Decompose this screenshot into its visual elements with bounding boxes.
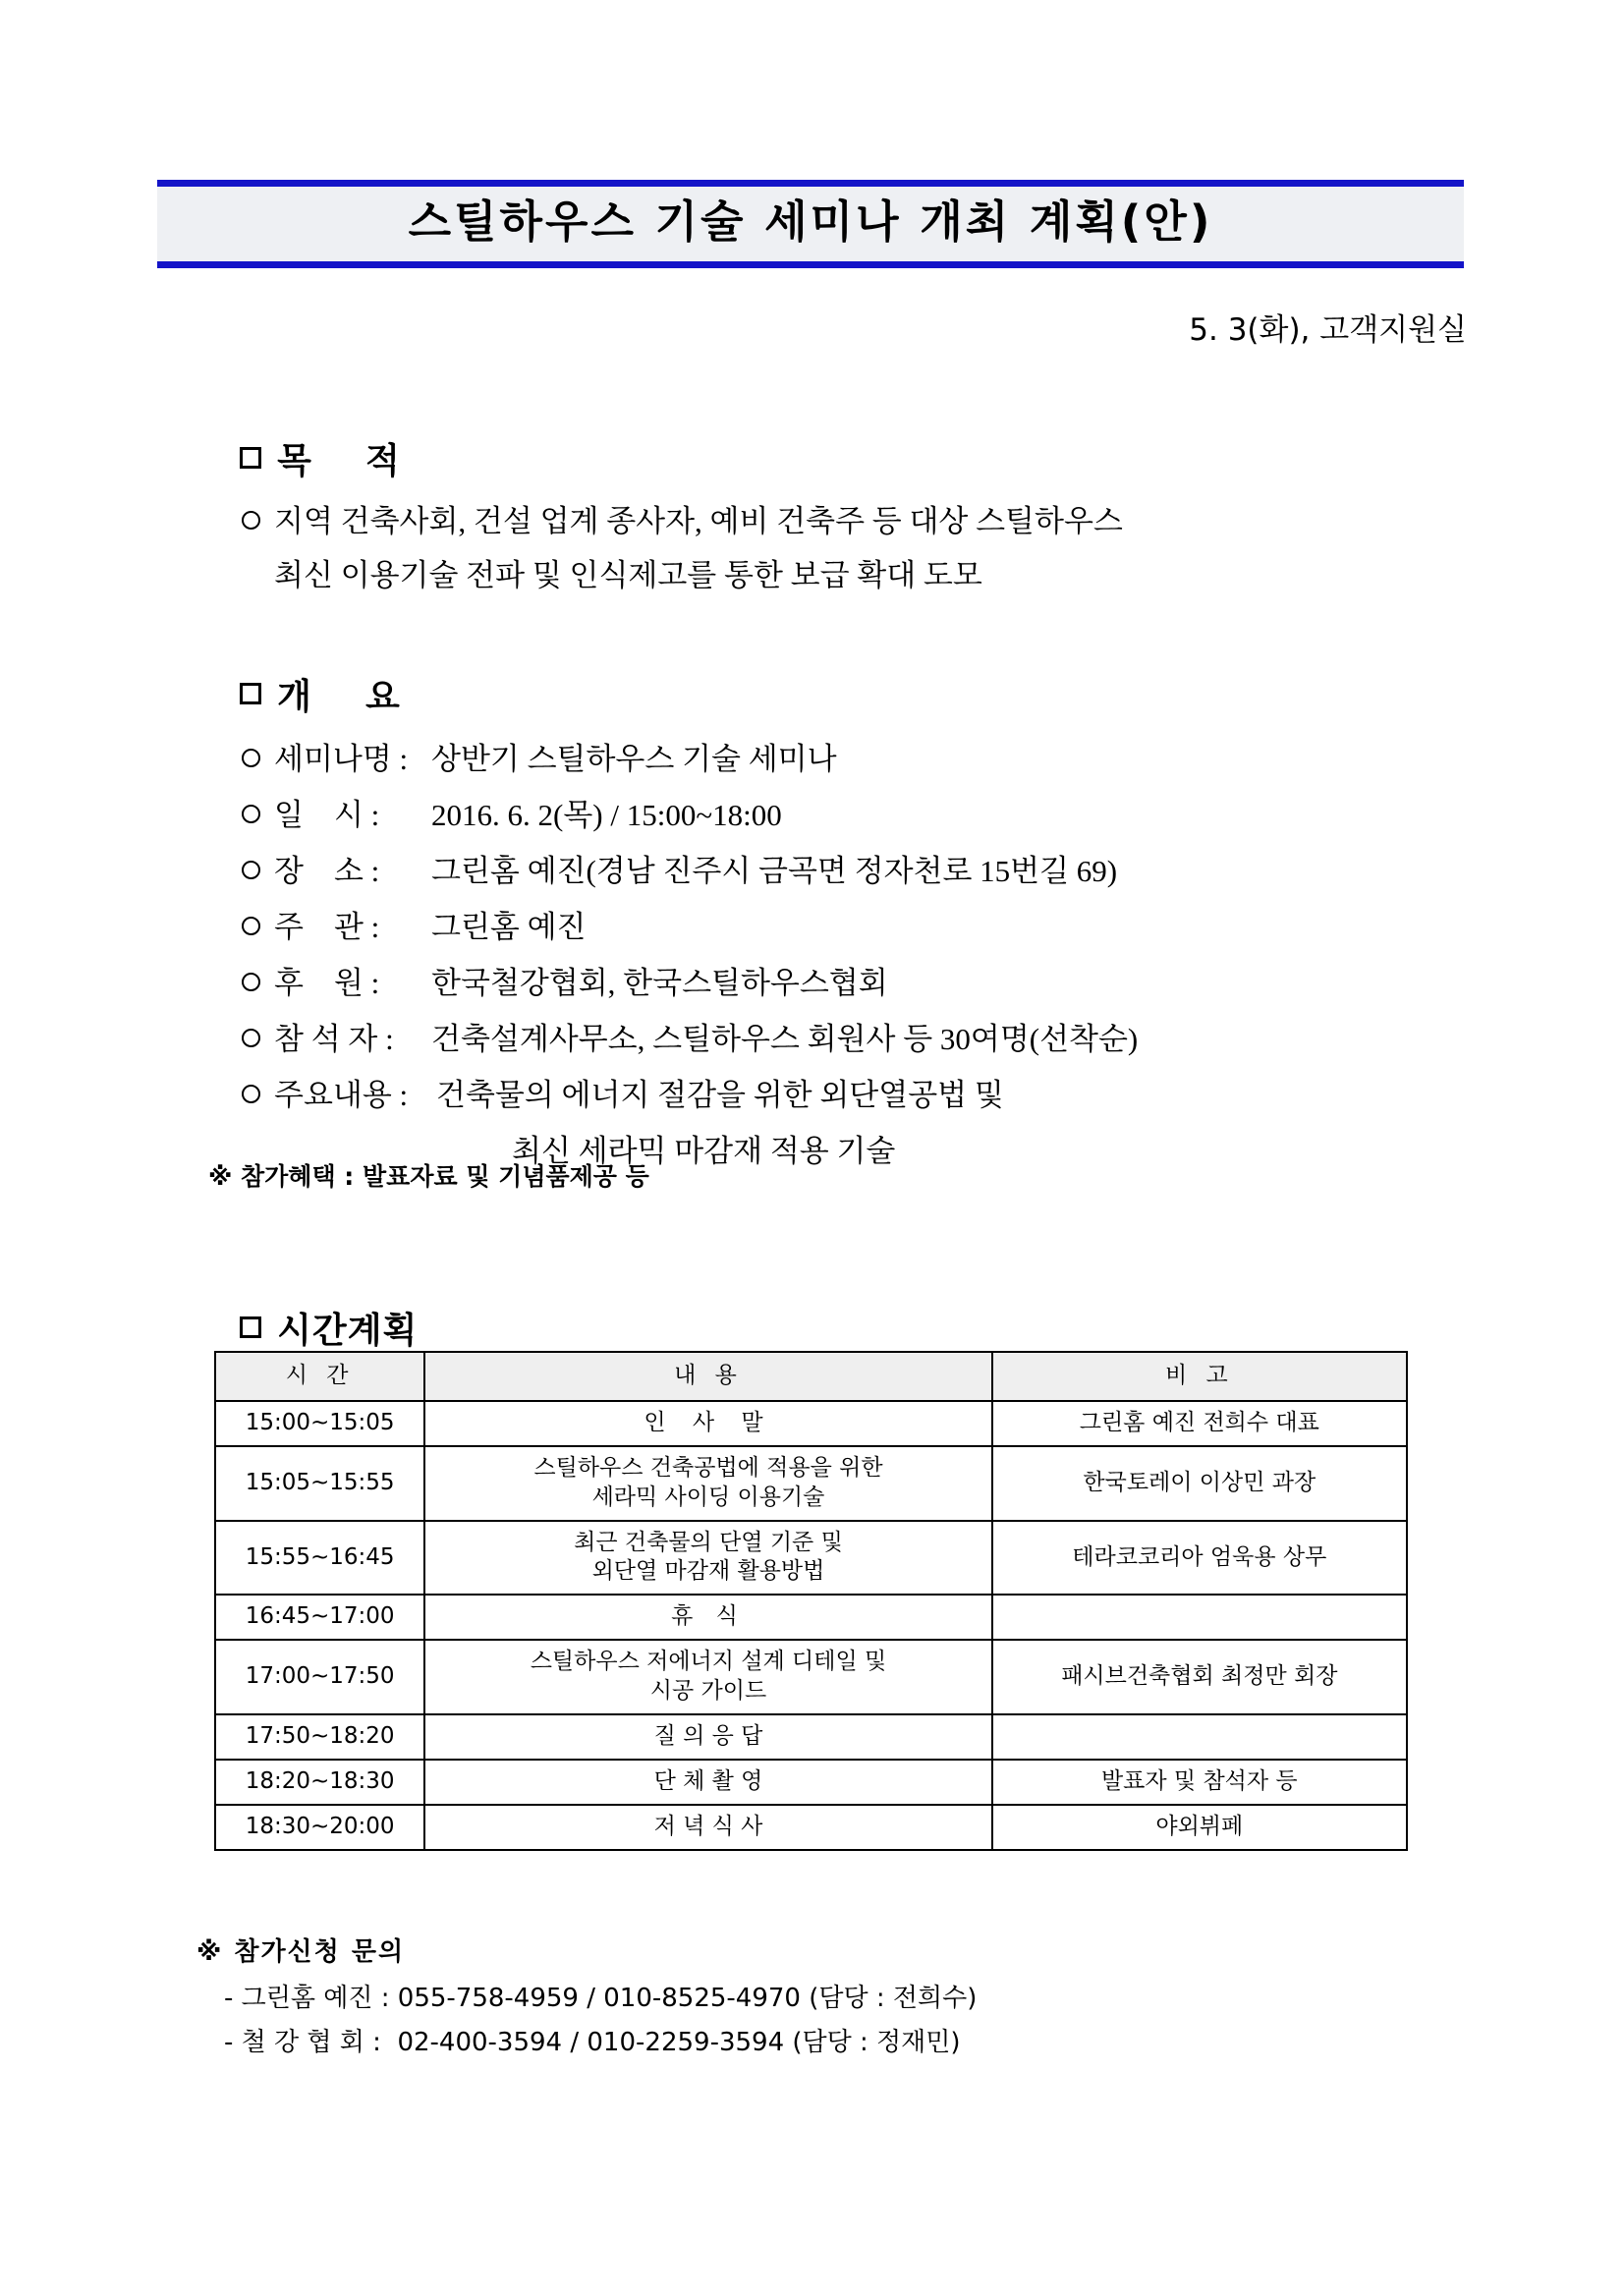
purpose-line-1-text: 지역 건축사회, 건설 업계 종사자, 예비 건축주 등 대상 스틸하우스 [274, 503, 1123, 538]
section-heading-schedule-label: 시간계획 [277, 1311, 419, 1351]
overview-item-0-value: 상반기 스틸하우스 기술 세미나 [431, 741, 837, 776]
cell-time: 15:00~15:05 [215, 1401, 424, 1446]
cell-time: 15:55~16:45 [215, 1521, 424, 1596]
overview-item-6-value: 건축물의 에너지 절감을 위한 외단열공법 및 [436, 1077, 1004, 1112]
table-header-remark: 비 고 [992, 1352, 1407, 1401]
cell-time: 15:05~15:55 [215, 1446, 424, 1521]
contact-row-steel-association: - 철 강 협 회 : 02-400-3594 / 010-2259-3594 (담당 : 정재민) [224, 2028, 961, 2057]
cell-time: 16:45~17:00 [215, 1595, 424, 1640]
document-subtitle: 5. 3(화), 고객지원실 [1189, 312, 1467, 348]
overview-item-1-value: 2016. 6. 2(목) / 15:00~18:00 [431, 797, 782, 832]
cell-content: 질 의 응 답 [424, 1714, 991, 1760]
schedule-table [214, 1351, 1408, 1851]
cell-content: 단 체 촬 영 [424, 1760, 991, 1805]
contact-row-greenhome: - 그린홈 예진 : 055-758-4959 / 010-8525-4970 (담당 : 전희수) [224, 1984, 978, 2013]
cell-content [424, 1521, 991, 1596]
overview-item-6-label: 주요내용 : [274, 1077, 409, 1112]
document-title-banner [157, 180, 1464, 268]
circle-bullet-icon [242, 1085, 260, 1103]
cell-remark [992, 1714, 1407, 1760]
table-row [215, 1640, 1407, 1714]
overview-item-2-label: 장 소 : [274, 853, 380, 888]
overview-item-3-value: 그린홈 예진 [431, 909, 587, 944]
square-bullet-icon [240, 1316, 261, 1338]
purpose-line-2 [244, 514, 982, 638]
cell-content-line1: 스틸하우스 건축공법에 적용을 위한 [533, 1454, 883, 1481]
cell-content: 저 녁 식 사 [424, 1805, 991, 1850]
contact-block [196, 1932, 977, 2066]
cell-content [424, 1640, 991, 1714]
cell-remark: 테라코코리아 엄욱용 상무 [992, 1521, 1407, 1596]
table-row [215, 1446, 1407, 1521]
overview-note: ※ 참가혜택 : 발표자료 및 기념품제공 등 [208, 1162, 649, 1191]
overview-item-2-value: 그린홈 예진(경남 진주시 금곡면 정자천로 15번길 69) [431, 853, 1118, 888]
overview-item-5-value: 건축설계사무소, 스틸하우스 회원사 등 30여명(선착순) [431, 1021, 1139, 1056]
overview-item-4-label: 후 원 : [274, 965, 380, 1000]
cell-remark: 발표자 및 참석자 등 [992, 1760, 1407, 1805]
cell-remark: 야외뷔페 [992, 1805, 1407, 1850]
cell-content-line2: 시공 가이드 [649, 1678, 767, 1705]
cell-remark: 패시브건축협회 최정만 회장 [992, 1640, 1407, 1714]
page-title: 스틸하우스 기술 세미나 개최 계획(안) [408, 196, 1213, 248]
table-row [215, 1760, 1407, 1805]
cell-remark [992, 1595, 1407, 1640]
cell-time: 18:30~20:00 [215, 1805, 424, 1850]
overview-item-5-label: 참 석 자 : [274, 1021, 394, 1056]
table-row [215, 1714, 1407, 1760]
purpose-line-2-text: 최신 이용기술 전파 및 인식제고를 통한 보급 확대 도모 [274, 557, 982, 592]
cell-remark: 한국토레이 이상민 과장 [992, 1446, 1407, 1521]
contact-heading: ※ 참가신청 문의 [196, 1937, 406, 1967]
cell-time: 17:00~17:50 [215, 1640, 424, 1714]
table-row [215, 1805, 1407, 1850]
table-header-time: 시 간 [215, 1352, 424, 1401]
cell-remark: 그린홈 예진 전희수 대표 [992, 1401, 1407, 1446]
overview-continuation-text: 최신 세라믹 마감재 적용 기술 [512, 1133, 896, 1168]
table-header-content: 내 용 [424, 1352, 991, 1401]
cell-content: 인 사 말 [424, 1401, 991, 1446]
overview-item-1-label: 일 시 : [274, 797, 380, 832]
overview-item-0-label: 세미나명 : [274, 741, 409, 776]
cell-time: 18:20~18:30 [215, 1760, 424, 1805]
cell-content-line1: 최근 건축물의 단열 기준 및 [574, 1529, 843, 1555]
cell-content [424, 1446, 991, 1521]
cell-time: 17:50~18:20 [215, 1714, 424, 1760]
table-row [215, 1401, 1407, 1446]
table-row [215, 1521, 1407, 1596]
table-header-row [215, 1352, 1407, 1401]
cell-content-line1: 스틸하우스 저에너지 설계 디테일 및 [530, 1649, 887, 1675]
cell-content-line2: 세라믹 사이딩 이용기술 [591, 1484, 825, 1510]
table-row [215, 1595, 1407, 1640]
cell-content: 휴 식 [424, 1595, 991, 1640]
overview-item-6-continuation [481, 1090, 895, 1213]
section-heading-purpose-label: 목 적 [277, 441, 401, 481]
overview-item-4-value: 한국철강협회, 한국스틸하우스협회 [431, 965, 888, 1000]
cell-content-line2: 외단열 마감재 활용방법 [591, 1558, 825, 1585]
overview-item-3-label: 주 관 : [274, 909, 380, 944]
section-heading-overview-label: 개 요 [277, 677, 401, 717]
